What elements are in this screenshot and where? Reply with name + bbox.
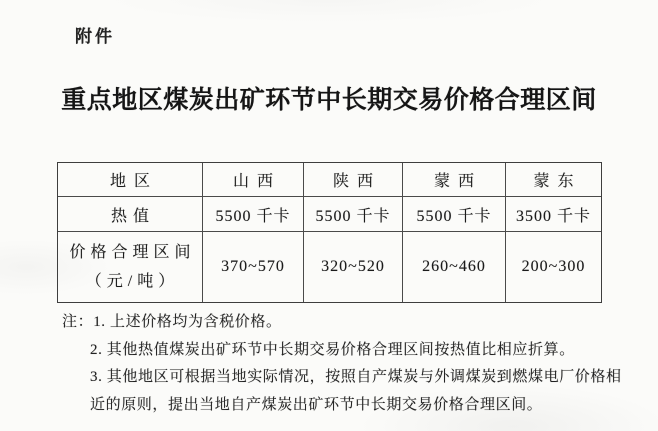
table-row-label-price-range xyxy=(58,232,203,302)
table-header-shaanxi: 陕西 xyxy=(304,163,403,197)
price-range-label-line2: （元/吨） xyxy=(85,273,180,290)
table-header-mengdong: 蒙东 xyxy=(506,163,601,197)
table-row-label-calorific: 热值 xyxy=(58,197,203,232)
price-range-label-line1: 价格合理区间 xyxy=(69,244,196,261)
document-title: 重点地区煤炭出矿环节中长期交易价格合理区间 xyxy=(61,87,597,114)
table-cell-price-mengdong: 200~300 xyxy=(521,258,586,275)
table-cell-price-mengxi: 260~460 xyxy=(403,232,506,302)
table-cell-calorific-shaanxi: 5500 千卡 xyxy=(304,197,403,232)
table-cell-calorific-mengdong: 3500 千卡 xyxy=(506,197,601,232)
table-cell-price-shanxi: 370~570 xyxy=(203,232,304,302)
note-line-4: 近的原则，提出当地自产煤炭出矿环节中长期交易价格合理区间。 xyxy=(90,397,543,413)
note-line-2: 2. 其他热值煤炭出矿环节中长期交易价格合理区间按热值比相应折算。 xyxy=(90,342,575,358)
table-header-shanxi: 山西 xyxy=(203,163,304,197)
price-range-table xyxy=(57,162,602,303)
table-header-region: 地区 xyxy=(58,163,203,197)
table-cell-calorific-shanxi: 5500 千卡 xyxy=(203,197,304,232)
note-line-3: 3. 其他地区可根据当地实际情况，按照自产煤炭与外调煤炭到燃煤电厂价格相 xyxy=(90,369,622,385)
attachment-label: 附件 xyxy=(75,27,115,46)
table-cell-calorific-mengxi: 5500 千卡 xyxy=(403,197,506,232)
note-line-1: 注：1. 上述价格均为含税价格。 xyxy=(62,314,282,330)
table-cell-price-shaanxi: 320~520 xyxy=(304,232,403,302)
table-header-mengxi: 蒙西 xyxy=(403,163,506,197)
